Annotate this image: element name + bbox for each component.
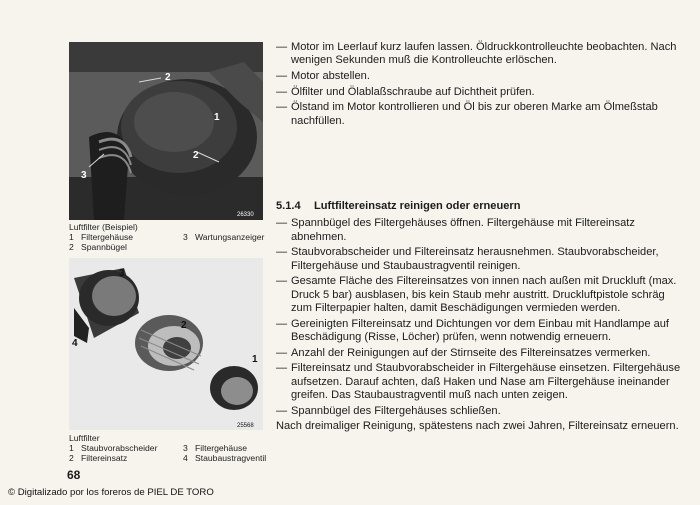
figure1-caption-title: Luftfilter (Beispiel): [69, 222, 138, 232]
section-number: 5.1.4: [276, 200, 301, 212]
fig2-callout-4: 4: [72, 338, 78, 349]
fig2-callout-1: 1: [252, 354, 258, 365]
fig2-callout-2: 2: [181, 320, 187, 331]
final-note: Nach dreimaliger Reinigung, spätestens nach zwei Jahren, Filtereinsatz erneuern.: [276, 420, 679, 433]
section-heading: [276, 200, 686, 213]
list-item: — Anzahl der Reinigungen auf der Stirnseite des Filtereinsatzes vermerken.: [276, 346, 651, 359]
air-filter-installed-photo: [69, 42, 263, 220]
air-filter-parts-photo: [69, 258, 263, 430]
figure2-caption-title: Luftfilter: [69, 433, 100, 443]
list-item: — Ölstand im Motor kontrollieren und Öl bis zur oberen Marke am Ölmeßstab nachfüllen.: [276, 101, 658, 127]
list-item: — Ölfilter und Ölablaßschraube auf Dichtheit prüfen.: [276, 85, 535, 98]
oil-change-steps: [276, 41, 686, 130]
list-item: — Filtereinsatz und Staubvorabscheider in Filtergehäuse einsetzen. Filtergehäuse aufsetzen. Darauf achten, daß Haken und Nase am Filtergehäuse ineinander greifen. Das Staubaustragventil muß nach unten zeigen.: [276, 362, 681, 402]
fig2-callout-3: 3: [119, 268, 125, 279]
fig1-callout-1: 1: [214, 112, 220, 123]
list-item: — Gesamte Fläche des Filtereinsatzes von innen nach außen mit Druckluft (max. Druck 5 bar) ausblasen, bis kein Staub mehr austritt. Druckluftpistole schräg zum Filterpapier halten, damit Beschädigungen vermieden werden.: [276, 275, 677, 315]
page-number: 68: [67, 468, 81, 482]
fig2-photo-code: 25568: [237, 423, 254, 429]
fig1-callout-3: 3: [81, 170, 87, 181]
list-item: — Motor im Leerlauf kurz laufen lassen. Öldruckkontrolleuchte beobachten. Nach wenigen Sekunden muß die Kontrolleuchte erlöschen.: [276, 41, 677, 67]
figure1-legend-row: 1 Filtergehäuse 3 Wartungsanzeiger: [69, 232, 265, 242]
list-item: — Motor abstellen.: [276, 70, 370, 82]
figure1-caption: [69, 222, 269, 252]
section-title: Luftfiltereinsatz reinigen oder erneuern: [314, 200, 521, 212]
fig1-callout-2b: 2: [193, 150, 199, 161]
figure2-legend-row: 1 Staubvorabscheider 3 Filtergehäuse: [69, 443, 248, 453]
fig1-callout-2a: 2: [165, 72, 171, 83]
list-item: — Gereinigten Filtereinsatz und Dichtungen vor dem Einbau mit Handlampe auf Beschädigung (Risse, Löcher) prüfen, wenn notwendig erneuern.: [276, 317, 670, 344]
fig1-photo-code: 26330: [237, 212, 254, 218]
copyright-notice: © Digitalizado por los foreros de PIEL DE TORO: [8, 487, 214, 498]
list-item: — Spannbügel des Filtergehäuses schließen.: [276, 404, 501, 417]
figure2-caption: [69, 433, 269, 463]
figure2-legend-row: 2 Filtereinsatz 4 Staubaustragventil: [69, 453, 267, 463]
list-item: — Spannbügel des Filtergehäuses öffnen. Filtergehäuse mit Filtereinsatz abnehmen.: [276, 217, 635, 243]
list-item: — Staubvorabscheider und Filtereinsatz herausnehmen. Staubvorabscheider, Filtergehäuse und Staubaustragventil reinigen.: [276, 246, 659, 272]
figure1-legend-row: 2 Spannbügel: [69, 242, 127, 252]
air-filter-section: [276, 200, 686, 434]
